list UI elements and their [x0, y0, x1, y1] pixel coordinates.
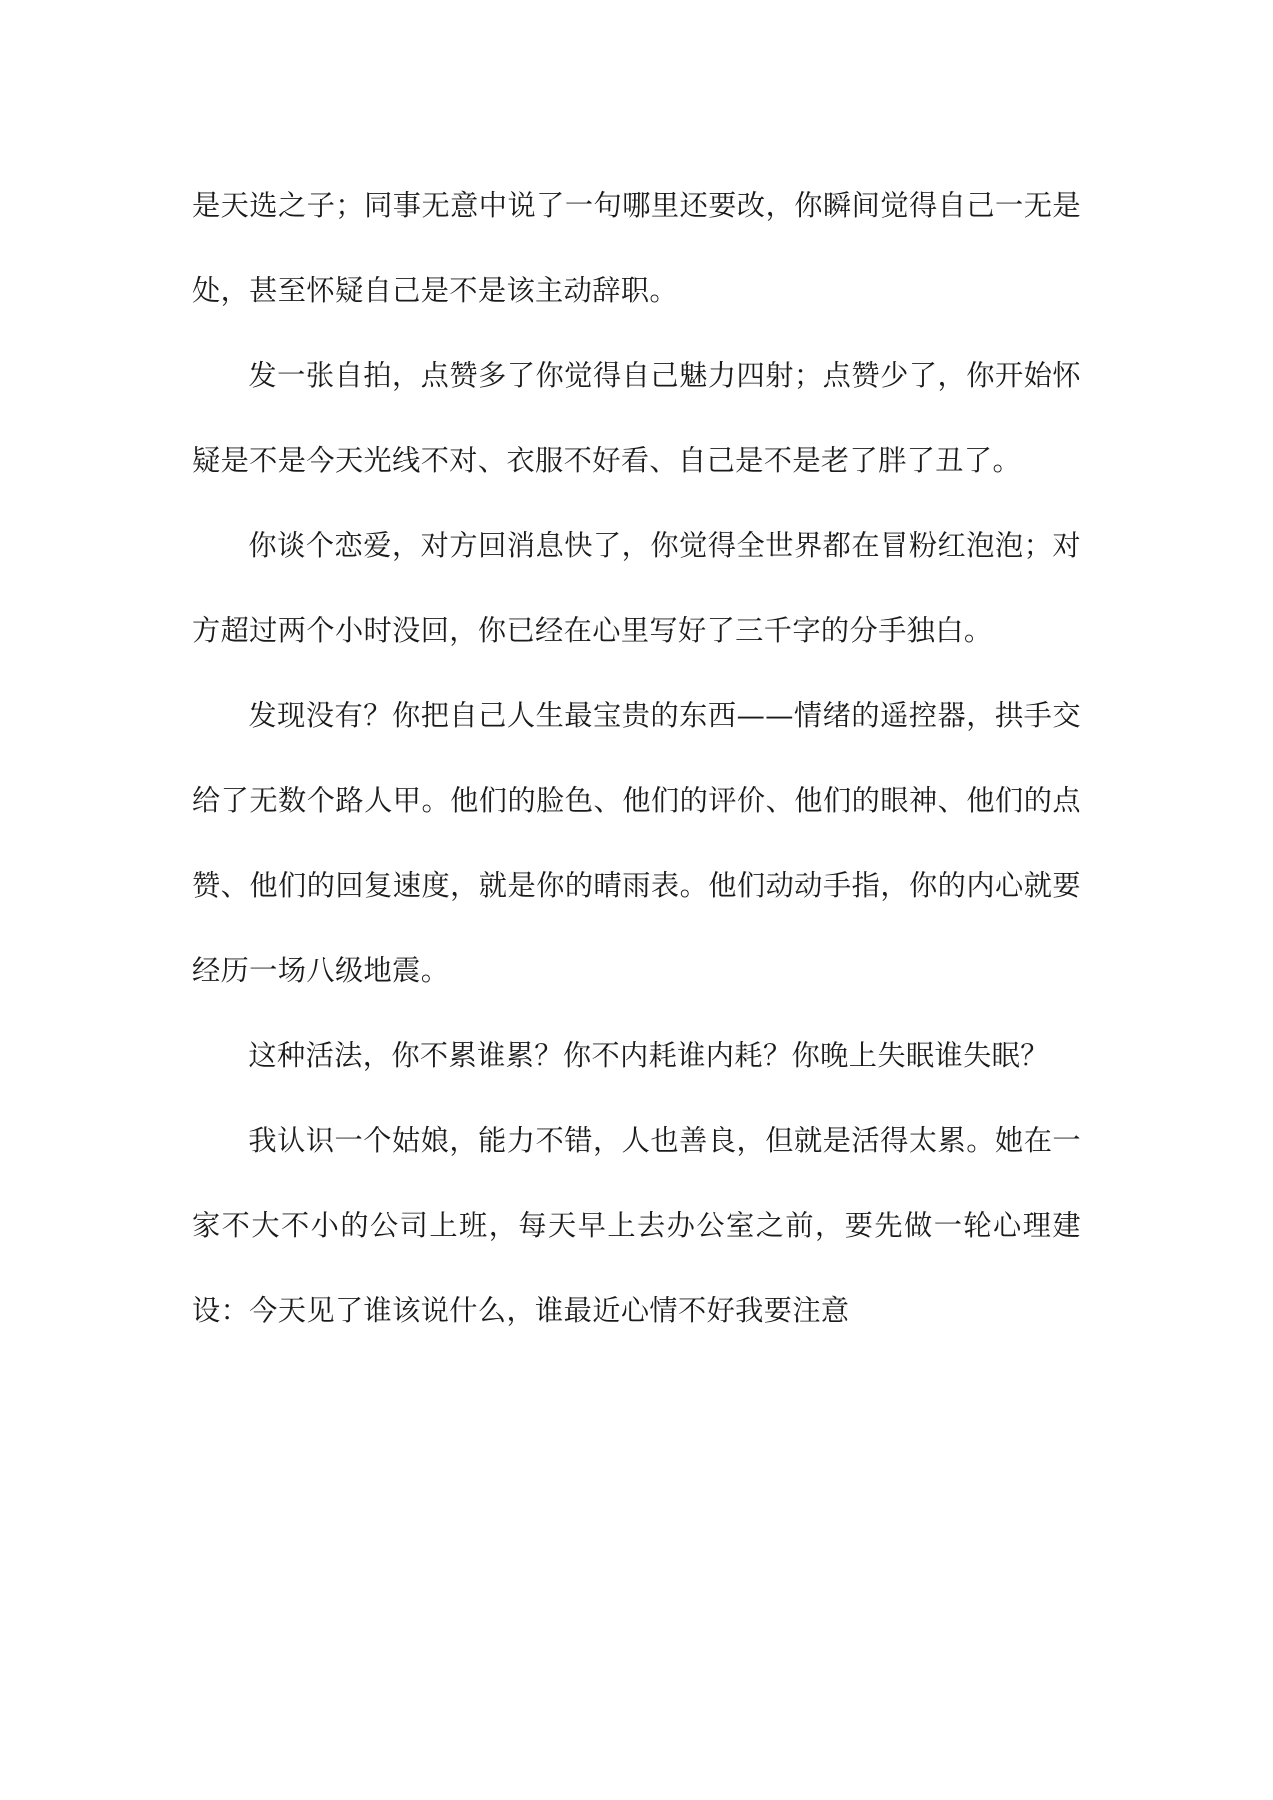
- paragraph-5: 这种活法，你不累谁累？你不内耗谁内耗？你晚上失眠谁失眠？: [248, 1039, 1049, 1072]
- paragraph-1: 是天选之子；同事无意中说了一句哪里还要改，你瞬间觉得自己一无是处，甚至怀疑自己是不是该主动辞职。: [192, 189, 1081, 307]
- paragraph-4: 发现没有？你把自己人生最宝贵的东西——情绪的遥控器，拱手交给了无数个路人甲。他们的脸色、他们的评价、他们的眼神、他们的点赞、他们的回复速度，就是你的晴雨表。他们动动手指，你的内心就要经历一场八级地震。: [192, 699, 1081, 987]
- paragraph-6: 我认识一个姑娘，能力不错，人也善良，但就是活得太累。她在一家不大不小的公司上班，每天早上去办公室之前，要先做一轮心理建设：今天见了谁该说什么，谁最近心情不好我要注意: [192, 1124, 1081, 1327]
- paragraph-2: 发一张自拍，点赞多了你觉得自己魅力四射；点赞少了，你开始怀疑是不是今天光线不对、衣服不好看、自己是不是老了胖了丑了。: [192, 359, 1081, 477]
- paragraph-3: 你谈个恋爱，对方回消息快了，你觉得全世界都在冒粉红泡泡；对方超过两个小时没回，你已经在心里写好了三千字的分手独白。: [192, 529, 1081, 647]
- document-page: [192, 163, 1081, 1353]
